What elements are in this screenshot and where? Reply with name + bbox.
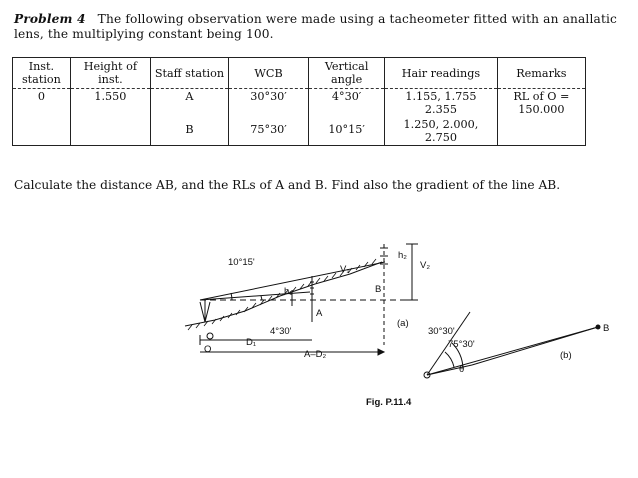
label-angle-a: 4°30': [270, 326, 292, 337]
header-hair-readings: Hair readings: [385, 58, 498, 89]
header-staff-station: Staff station: [150, 58, 228, 89]
label-d2: A–D₂: [304, 349, 327, 360]
label-part-b: (b): [560, 350, 572, 361]
table-cell: 0: [13, 89, 71, 118]
table-cell: RL of O = 150.000: [497, 89, 585, 118]
label-v1: V₁: [340, 264, 350, 275]
header-inst-station: Inst. station: [13, 58, 71, 89]
label-h1: h₁: [284, 286, 293, 297]
label-wcb-b: 75°30': [448, 339, 475, 350]
label-h2: h₂: [398, 250, 407, 261]
table-cell: 10°15′: [309, 117, 385, 146]
plan-b-marker: [596, 325, 601, 330]
table-cell: 1.155, 1.755 2.355: [385, 89, 498, 118]
station-o-marker: [207, 333, 213, 339]
label-point-a: A: [316, 308, 323, 319]
table-cell: A: [150, 89, 228, 118]
question-text: Calculate the distance AB, and the RLs of A and B. Find also the gradient of the line AB.: [14, 178, 561, 192]
d2-arrow: [378, 349, 384, 355]
header-remarks: Remarks: [497, 58, 585, 89]
table-cell: 1.550: [70, 89, 150, 118]
table-cell: 30°30′: [228, 89, 308, 118]
problem-text: The following observation were made using a tacheometer fitted with an anallatic lens, the multiplying constant being 100.: [14, 12, 618, 41]
header-height-of-inst: Height of inst.: [70, 58, 150, 89]
angle-arc-a: [261, 296, 262, 300]
table-cell: B: [150, 117, 228, 146]
table-cell: 4°30′: [309, 89, 385, 118]
problem-label: Problem 4: [14, 12, 86, 26]
angle-arc-wcb-b: [445, 352, 454, 367]
v2-dimension: [406, 244, 418, 300]
table-cell: 75°30′: [228, 117, 308, 146]
label-part-a: (a): [397, 318, 409, 329]
figure-caption: Fig. P.11.4: [366, 397, 412, 408]
angle-arc-b: [231, 293, 232, 300]
label-angle-b: 10°15': [228, 257, 255, 268]
header-wcb: WCB: [228, 58, 308, 89]
label-point-b: B: [375, 284, 382, 295]
instrument-tripod: [200, 300, 210, 322]
table-cell: 1.250, 2.000, 2.750: [385, 117, 498, 146]
label-theta: θ: [459, 364, 465, 375]
label-v2: V₂: [420, 260, 431, 271]
label-d1: D₁: [246, 337, 257, 348]
label-wcb-a: 30°30': [428, 326, 455, 337]
label-point-o: O: [204, 344, 212, 355]
label-plan-b: B: [603, 323, 610, 334]
sight-line-a: [200, 292, 310, 300]
header-vertical-angle: Vertical angle: [309, 58, 385, 89]
plan-line-ab: [472, 327, 598, 365]
